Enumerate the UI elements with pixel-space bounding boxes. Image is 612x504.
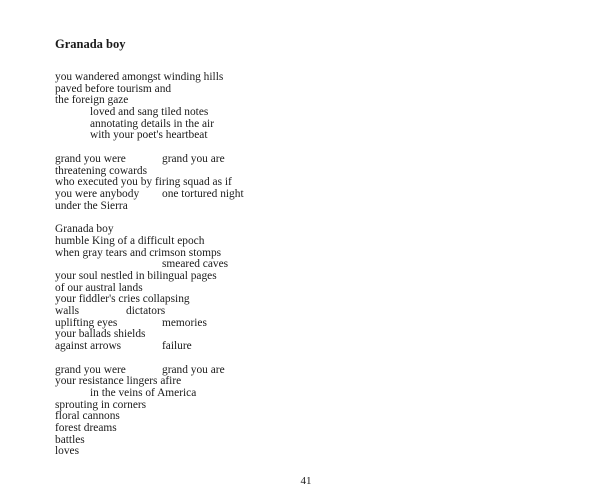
poem-line-text: failure: [162, 340, 192, 353]
poem-line-text: loves: [55, 445, 80, 458]
poem-line-text: your resistance lingers afire: [55, 375, 182, 388]
poem-line-text: grand you were: [55, 363, 126, 376]
poem-line: [55, 446, 535, 458]
poem-line-text: who executed you by firing squad as if: [55, 176, 232, 189]
poem-line-text: battles: [55, 433, 85, 446]
stanza-break: [55, 142, 535, 154]
poem-line-text: under the Sierra: [55, 199, 128, 212]
poem-line-text: one tortured night: [162, 187, 244, 200]
stanza-break: [55, 212, 535, 224]
poem-line: [55, 400, 535, 412]
poem-line-text: you were anybody: [55, 187, 140, 200]
poem-line: [55, 130, 535, 142]
poem-line: [55, 107, 535, 119]
poem-line-text: threatening cowards: [55, 164, 148, 177]
poem-line: [55, 248, 535, 260]
poem-line-text: your fiddler's cries collapsing: [55, 293, 190, 306]
poem-line-text: in the veins of America: [90, 386, 197, 399]
poem-line-text: of our austral lands: [55, 281, 143, 294]
poem-line: [55, 154, 535, 166]
poem-line-text: forest dreams: [55, 421, 117, 434]
poem-line-text: floral cannons: [55, 410, 120, 423]
poem-line-text: walls: [55, 304, 80, 317]
poem-line: [55, 236, 535, 248]
poem-line: [55, 435, 535, 447]
poem-line: [55, 189, 535, 201]
poem-line-text: with your poet's heartbeat: [90, 129, 208, 142]
poem-line-text: you wandered amongst winding hills: [55, 71, 224, 83]
poem-line-text: loved and sang tiled notes: [90, 106, 209, 119]
poem-line-text: your soul nestled in bilingual pages: [55, 269, 217, 282]
poem-line: [55, 423, 535, 435]
poem-line-text: grand you are: [162, 152, 225, 165]
poem-line: [55, 271, 535, 283]
poem-body: [55, 72, 535, 458]
poem-line: [55, 201, 535, 213]
poem-line-text: memories: [162, 316, 207, 329]
poem-line-text: annotating details in the air: [90, 117, 214, 130]
poem-line-text: your ballads shields: [55, 328, 146, 341]
poem-line-text: paved before tourism and: [55, 82, 172, 95]
poem-title: Granada boy: [55, 37, 126, 51]
stanza-break: [55, 353, 535, 365]
page-number: 41: [300, 475, 312, 487]
poem-line-text: uplifting eyes: [55, 316, 118, 329]
poem-line: [55, 341, 535, 353]
poem-line-text: grand you are: [162, 363, 225, 376]
poem-line-text: Granada boy: [55, 223, 114, 236]
poem-line-text: when gray tears and crimson stomps: [55, 246, 222, 259]
poem-line-text: grand you were: [55, 152, 126, 165]
poem-line-text: humble King of a difficult epoch: [55, 234, 205, 247]
poem-line-text: sprouting in corners: [55, 398, 147, 411]
poem-line-text: against arrows: [55, 340, 122, 353]
poem-line: [55, 388, 535, 400]
poem-line-text: smeared caves: [162, 258, 229, 271]
poem-line: [55, 306, 535, 318]
poem-line: [55, 72, 535, 84]
poem-line-text: the foreign gaze: [55, 94, 129, 107]
poem-line: [55, 411, 535, 423]
poem-line: [55, 329, 535, 341]
poem-line-text: dictators: [126, 304, 166, 317]
